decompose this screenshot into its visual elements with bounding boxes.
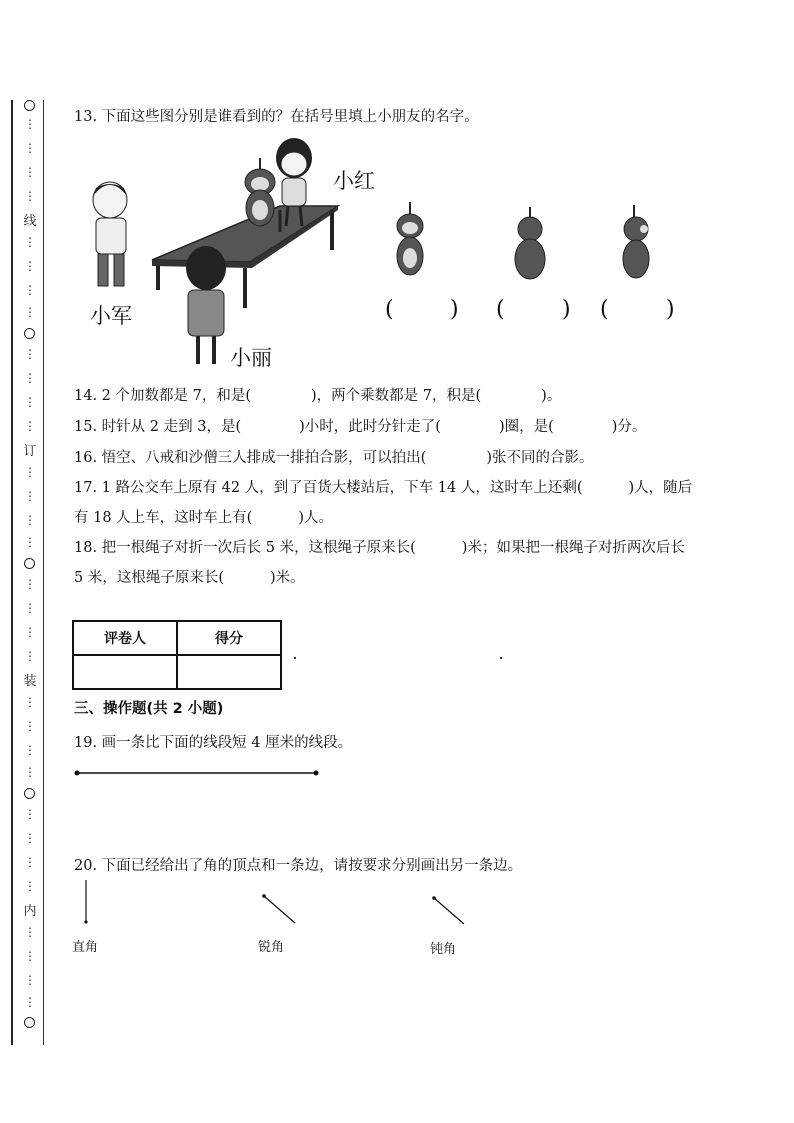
- score-table: [72, 620, 282, 690]
- margin-char-nei: 内: [23, 904, 37, 919]
- name-label-xiaojun: 小军: [90, 304, 132, 328]
- q14-part-2: )，两个乘数都是 7，积是(: [311, 388, 482, 404]
- margin-dots: ⋮: [24, 305, 36, 319]
- margin-dots: ⋮: [24, 743, 36, 757]
- grader-cell[interactable]: [73, 655, 177, 689]
- margin-dots: ⋮: [24, 141, 36, 155]
- question-14: [74, 386, 561, 406]
- q18-part-3: 5 米，这根绳子原来长(: [74, 570, 224, 586]
- margin-dots: ⋮: [24, 973, 36, 987]
- margin-dots: ⋮: [24, 465, 36, 479]
- margin-dots: ⋮: [24, 925, 36, 939]
- margin-dots: ⋮: [24, 395, 36, 409]
- answer-paren-close-1: ): [450, 297, 459, 322]
- margin-dots: ⋮: [24, 577, 36, 591]
- doll-back-view: [512, 205, 548, 285]
- question-17-line-2: [74, 508, 333, 528]
- score-cell[interactable]: [177, 655, 281, 689]
- margin-dots: ⋮: [24, 259, 36, 273]
- margin-dots: ⋮: [24, 695, 36, 709]
- margin-dots: ⋮: [24, 235, 36, 249]
- margin-dots: ⋮: [24, 601, 36, 615]
- binding-ring: [24, 328, 35, 339]
- stray-dot: [500, 657, 502, 659]
- answer-paren-close-2: ): [562, 297, 571, 322]
- answer-paren-open-3: (: [600, 297, 609, 322]
- section-3-title: 三、操作题(共 2 小题): [74, 701, 224, 717]
- q18-part-1: 18. 把一根绳子对折一次后长 5 米，这根绳子原来长(: [74, 540, 416, 556]
- label-obtuse-angle: 钝角: [430, 942, 457, 957]
- margin-dots: ⋮: [24, 879, 36, 893]
- margin-dots: ⋮: [24, 535, 36, 549]
- name-label-xiaohong: 小红: [333, 169, 375, 193]
- margin-char-xian: 线: [23, 214, 37, 229]
- margin-dots: ⋮: [24, 189, 36, 203]
- margin-line-right: [43, 100, 44, 1045]
- binding-ring: [24, 1017, 35, 1028]
- q14-part-3: )。: [541, 388, 562, 404]
- answer-paren-close-3: ): [666, 297, 675, 322]
- q14-part-1: 14. 2 个加数都是 7，和是(: [74, 388, 251, 404]
- margin-dots: ⋮: [24, 949, 36, 963]
- grader-header: 评卷人: [73, 621, 177, 655]
- binding-ring: [24, 100, 35, 111]
- margin-dots: ⋮: [24, 165, 36, 179]
- q15-part-2: )小时，此时分针走了(: [299, 419, 441, 435]
- margin-dots: ⋮: [24, 283, 36, 297]
- question-16: [74, 448, 594, 468]
- q17-part-2: )人，随后: [628, 480, 693, 496]
- margin-dots: ⋮: [24, 765, 36, 779]
- q17-part-4: )人。: [298, 510, 333, 526]
- doll-side-view: [620, 203, 654, 283]
- q19-line-segment: [72, 766, 324, 780]
- doll-front-view: [395, 200, 425, 282]
- q17-part-3: 有 18 人上车，这时车上有(: [74, 510, 253, 526]
- question-13: 13. 下面这些图分别是谁看到的？在括号里填上小朋友的名字。: [74, 109, 479, 125]
- score-header: 得分: [177, 621, 281, 655]
- stray-dot: [294, 657, 296, 659]
- question-17-line-1: [74, 478, 692, 498]
- q20-angle-rays: [78, 876, 478, 926]
- binding-ring: [24, 788, 35, 799]
- margin-char-ding: 订: [23, 444, 37, 459]
- q15-part-1: 15. 时针从 2 走到 3，是(: [74, 419, 242, 435]
- question-20: 20. 下面已经给出了角的顶点和一条边，请按要求分别画出另一条边。: [74, 858, 523, 874]
- label-right-angle: 直角: [72, 940, 99, 955]
- q16-part-2: )张不同的合影。: [486, 450, 594, 466]
- margin-dots: ⋮: [24, 347, 36, 361]
- margin-dots: ⋮: [24, 807, 36, 821]
- name-label-xiaoli: 小丽: [230, 346, 272, 370]
- margin-dots: ⋮: [24, 513, 36, 527]
- answer-paren-open-1: (: [385, 297, 394, 322]
- q16-part-1: 16. 悟空、八戒和沙僧三人排成一排拍合影，可以拍出(: [74, 450, 427, 466]
- margin-dots: ⋮: [24, 719, 36, 733]
- margin-dots: ⋮: [24, 625, 36, 639]
- margin-dots: ⋮: [24, 855, 36, 869]
- margin-dots: ⋮: [24, 995, 36, 1009]
- answer-paren-open-2: (: [496, 297, 505, 322]
- margin-char-zhuang: 装: [23, 674, 37, 689]
- q17-part-1: 17. 1 路公交车上原有 42 人，到了百货大楼站后，下车 14 人，这时车上还剩(: [74, 480, 583, 496]
- label-acute-angle: 锐角: [258, 940, 285, 955]
- margin-dots: ⋮: [24, 117, 36, 131]
- margin-dots: ⋮: [24, 489, 36, 503]
- question-15: [74, 417, 646, 437]
- margin-dots: ⋮: [24, 831, 36, 845]
- q15-part-4: )分。: [611, 419, 647, 435]
- margin-dots: ⋮: [24, 371, 36, 385]
- question-18-line-2: [74, 568, 305, 588]
- q18-part-4: )米。: [270, 570, 305, 586]
- binding-ring: [24, 558, 35, 569]
- q18-part-2: )米；如果把一根绳子对折两次后长: [461, 540, 685, 556]
- margin-dots: ⋮: [24, 419, 36, 433]
- question-19: 19. 画一条比下面的线段短 4 厘米的线段。: [74, 735, 353, 751]
- question-18-line-1: [74, 538, 685, 558]
- q15-part-3: )圈，是(: [498, 419, 554, 435]
- margin-line-left: [11, 100, 13, 1045]
- margin-dots: ⋮: [24, 649, 36, 663]
